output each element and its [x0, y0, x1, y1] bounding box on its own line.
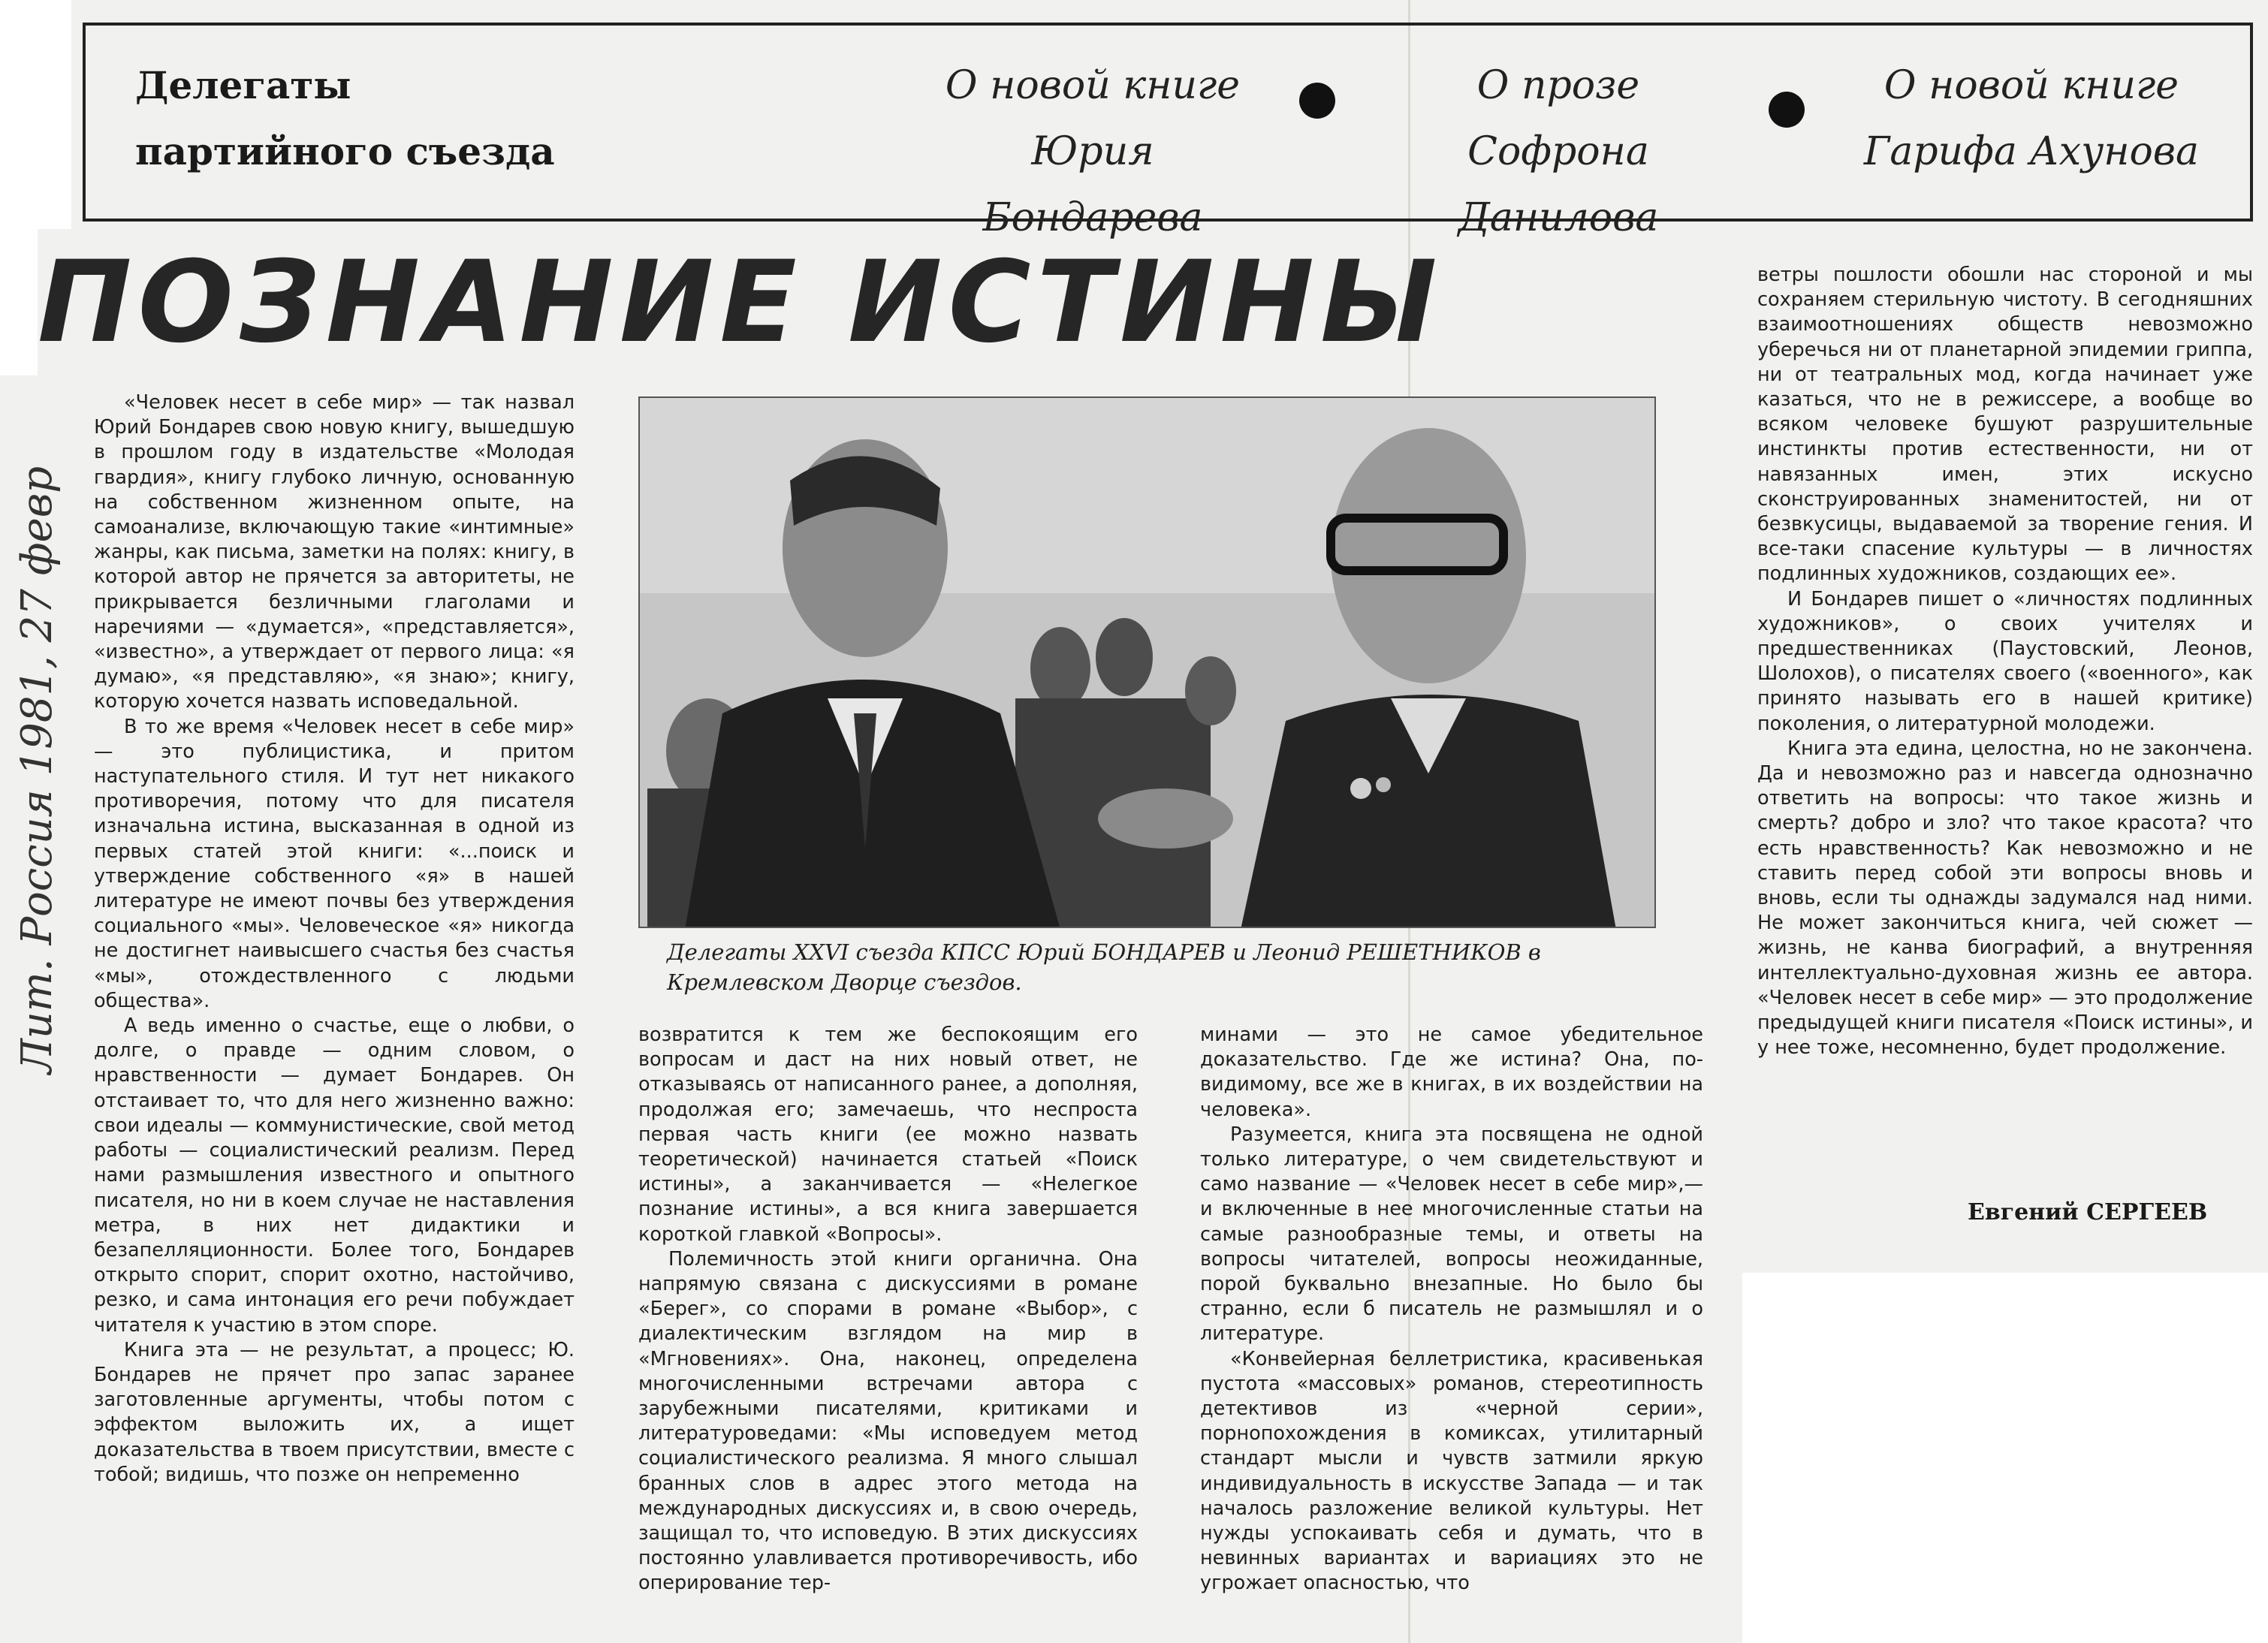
- paragraph: минами — это не самое убедительное доказательство. Где же истина? Она, по-видимому, все же в книгах, в их воздействии на человека».: [1200, 1023, 1703, 1121]
- paragraph: Полемичность этой книги органична. Она напрямую связана с дискуссиями в романе «Берег», со спорами в романе «Выбор», с диалектическим взглядом на мир в «Мгновениях». Она, наконец, определена многочисленными встречами автора с зарубежными писателями, критиками и литературоведами: «Мы исповедуем метод социалистического реализма. Я много слышал бранных слов в адрес этого метода на международных дискуссиях и, в свою очередь, защищал то, что исповедую. В этих дискуссиях постоянно улавливается противоречивость, ибо оперирование тер-: [638, 1247, 1138, 1595]
- paragraph: А ведь именно о счастье, еще о любви, о долге, о правде — одним словом, о нравственности — думает Бондарев. Он отстаивает то, что для него жизненно важно: свои идеалы — коммунистические, свой метод работы — социалистический реализм. Перед нами размышления известного и опытного писателя, но ни в коем случае не наставления метра, в них нет дидактики и безапелляционности. Более того, Бондарев открыто спорит, спорит охотно, настойчиво, резко, и сама интонация его речи побуждает читателя к участию в этом споре.: [94, 1014, 575, 1337]
- header-item-bondarev-line1: О новой книге: [945, 63, 1241, 108]
- article-column-3: [1200, 1023, 1703, 1643]
- header-item-danilov-line1: О прозе: [1476, 63, 1640, 108]
- paragraph: В то же время «Человек несет в себе мир» — это публицистика, и притом наступательного стиля. И тут нет никакого противоречия, потому что для писателя изначальна истина, высказанная в одной из первых статей этой книги: «...поиск и утверждение собственного «я» в нашей литературе не имеют почвы без утверждения социального «мы». Человеческое «я» никогда не достигнет наивысшего счастья без счастья «мы», отождествленного с людьми общества».: [94, 715, 575, 1012]
- article-headline: ПОЗНАНИЕ ИСТИНЫ: [38, 237, 1443, 368]
- paragraph: «Человек несет в себе мир» — так назвал Юрий Бондарев свою новую книгу, вышедшую в прошлом году в издательстве «Молодая гвардия», книгу глубоко личную, основанную на собственном жизненном опыте, на самоанализе, включающую такие «интимные» жанры, как письма, заметки на полях: книгу, в которой автор не прячется за авторитеты, не прикрывается безличными глаголами и наречиями — «думается», «представляется», «известно», а утверждает от первого лица: «я думаю», «я представляю», «я знаю»; книгу, которую хочется назвать исповедальной.: [94, 391, 575, 713]
- paragraph: «Конвейерная беллетристика, красивенькая пустота «массовых» романов, стереотипность детективов из «черной серии», порнопохождения в комиксах, утилитарный стандарт мысли и чувств затмили яркую индивидуальность в искусстве Запада — и так началось разложение великой культуры. Нет нужды успокаивать себя и думать, что в невинных вариантах и вариациях это не угрожает опасностью, что: [1200, 1347, 1703, 1595]
- photo-caption: Делегаты XXVI съезда КПСС Юрий БОНДАРЕВ и Леонид РЕШЕТНИКОВ в Кремлевском Дворце съездов.: [667, 939, 1541, 995]
- photo-illustration: [640, 398, 1656, 928]
- paragraph: Разумеется, книга эта посвящена не одной только литературе, о чем свидетельствуют и само название — «Человек несет в себе мир»,— и включенные в нее многочисленные статьи на самые разнообразные темы, и ответы на вопросы читателей, вопросы неожиданные, порой буквально внезапные. Но было бы странно, если б писатель не размышлял и о литературе.: [1200, 1123, 1703, 1346]
- paragraph: И Бондарев пишет о «личностях подлинных художников», о своих учителях и предшественниках (Паустовский, Леонов, Шолохов), о писателях своего («военного», как принято называть его в нашей критике) поколения, о литературной молодежи.: [1757, 587, 2253, 735]
- header-item-bondarev-line2: Юрия Бондарева: [982, 129, 1203, 240]
- news-photo: [638, 396, 1656, 928]
- header-item-danilov: [1389, 53, 1727, 251]
- header-item-akhunov-line1: О новой книге: [1883, 63, 2179, 108]
- paragraph: Книга эта — не результат, а процесс; Ю. Бондарев не прячет про запас заранее заготовленные аргументы, чтобы потом с эффектом выложить их, а ищет доказательства в твоем присутствии, вместе с тобой; видишь, что позже он непременно: [94, 1338, 575, 1486]
- header-item-akhunov-line2: Гарифа Ахунова: [1863, 129, 2200, 174]
- article-column-4: [1757, 263, 2253, 1186]
- header-delegates-line2: партийного съезда: [135, 129, 555, 173]
- paragraph: Книга эта едина, целостна, но не закончена. Да и невозможно раз и навсегда однозначно ответить на вопросы: что такое жизнь и смерть? добро и зло? что такое красота? что есть нравственность? Как невозможно и не ставить перед собой эти вопросы вновь и вновь, если ты однажды задумался над ними. Не может закончиться книга, чей сюжет — жизнь, не канва биографий, а внутренняя интеллектуально-духовная жизнь ее автора. «Человек несет в себе мир» — это продолжение предыдущей книги писателя «Поиск истины», и у нее тоже, несомненно, будет продолжение.: [1757, 737, 2253, 1060]
- article-column-2: [638, 1023, 1138, 1643]
- header-item-bondarev: [924, 53, 1262, 251]
- paragraph: ветры пошлости обошли нас стороной и мы сохраняем стерильную чистоту. В сегодняшних взаимоотношениях обществ невозможно уберечься ни от планетарной эпидемии гриппа, ни от театральных мод, когда начинает уже казаться, что не в режиссере, а вообще во всяком человеке бушуют разрушительные инстинкты против естественности, ни от навязанных имен, этих искусно сконструированных знаменитостей, ни от безвкусицы, выдаваемой за творение гения. И все-таки спасение культуры — в личностях подлинных художников, создающих ее».: [1757, 264, 2253, 586]
- header-delegates: [135, 53, 555, 185]
- bullet-dot-icon: [1769, 92, 1805, 128]
- handwritten-note: [0, 421, 75, 1096]
- paragraph: возвратится к тем же беспокоящим его вопросам и даст на них новый ответ, не отказываясь от написанного ранее, а дополняя, продолжая его; замечаешь, что неспроста первая часть книги (ее можно назвать теоретической) начинается статьей «Поиск истины», а заканчивается — «Нелегкое познание истины», а вся книга завершается короткой главкой «Вопросы».: [638, 1023, 1138, 1246]
- bullet-dot-icon: [1299, 83, 1335, 119]
- author-signature: Евгений СЕРГЕЕВ: [1968, 1199, 2208, 1225]
- header-delegates-line1: Делегаты: [135, 63, 351, 107]
- header-item-akhunov: [1862, 53, 2200, 185]
- article-column-1: [94, 390, 575, 1643]
- header-item-danilov-line2: Софрона Данилова: [1458, 129, 1659, 240]
- handwritten-note-text: Лит. Россия 1981, 27 февр: [13, 466, 62, 1074]
